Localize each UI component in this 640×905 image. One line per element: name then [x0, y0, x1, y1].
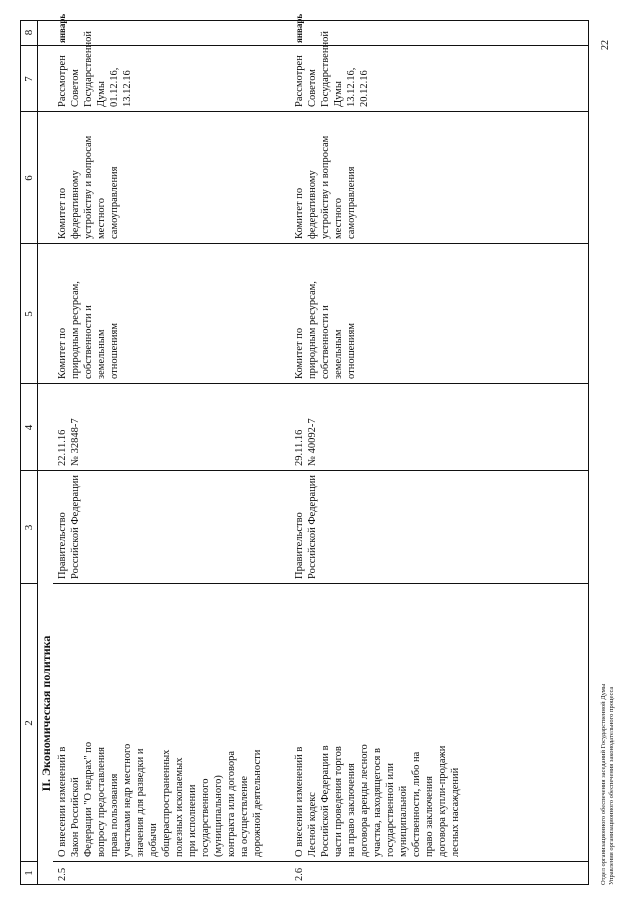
col-number: 3 — [23, 524, 35, 531]
bill-author: Правительство Российской Федерации — [57, 475, 81, 579]
footer-line-1: Отдел организационного обеспечения заседаний Государственной Думы — [600, 683, 607, 885]
section-title: II. Экономическая политика — [39, 635, 53, 792]
bill-title: О внесении изменений в Лесной кодекс Российской Федерации в части проведения торгов на право заключения договора аренды лесного участка, находящегося в государственной или муниципальной собственности, либо на право заключения договора купли-продажи лесных насаждений — [294, 744, 461, 857]
lead-committee: Комитет по природным ресурсам, собственности и земельным отношениям — [294, 281, 357, 379]
co-committee: Комитет по федеративному устройству и вопросам местного самоуправления — [294, 135, 357, 239]
page-number: 22 — [600, 40, 611, 50]
col-number: 2 — [23, 720, 35, 726]
col-number: 4 — [23, 424, 35, 431]
row-number: 2.6 — [294, 867, 305, 881]
bill-registration: 29.11.16 № 40092-7 — [294, 418, 318, 466]
bill-registration: 22.11.16 № 32848-7 — [57, 418, 81, 466]
row-number: 2.5 — [57, 867, 68, 881]
col-number: 7 — [23, 76, 35, 82]
footer-line-2: Управления организационного обеспечения законодательного процесса — [608, 686, 615, 885]
planned-month: январь — [294, 13, 304, 43]
bill-status: Рассмотрен Советом Государственной Думы 13.12.16, 20.12.16 — [294, 31, 370, 107]
header-divider — [37, 21, 38, 884]
col-number: 1 — [23, 870, 35, 876]
col-number: 8 — [23, 29, 35, 36]
co-committee: Комитет по федеративному устройству и вопросам местного самоуправления — [57, 135, 120, 239]
bill-table — [20, 13, 589, 885]
col-divider — [21, 383, 588, 384]
col-divider — [21, 111, 588, 112]
bill-status: Рассмотрен Советом Государственной Думы 01.12.16, 13.12.16 — [57, 31, 133, 107]
planned-month: январь — [57, 13, 67, 43]
bill-author: Правительство Российской Федерации — [294, 475, 318, 579]
col-divider — [53, 583, 588, 584]
col-divider — [21, 243, 588, 244]
lead-committee: Комитет по природным ресурсам, собственности и земельным отношениям — [57, 281, 120, 379]
col-divider — [53, 861, 588, 862]
col-number: 5 — [23, 311, 35, 317]
bill-title: О внесении изменений в Закон Российской Федерации "О недрах" по вопросу предоставления права пользования участками недр местного значения для разведки и добычи общераспространенных полезных ископаемых при исполнении государственного (муниципального) контракта или договора на осуществление дорожной деятельности — [57, 741, 263, 857]
col-number: 6 — [23, 175, 35, 181]
